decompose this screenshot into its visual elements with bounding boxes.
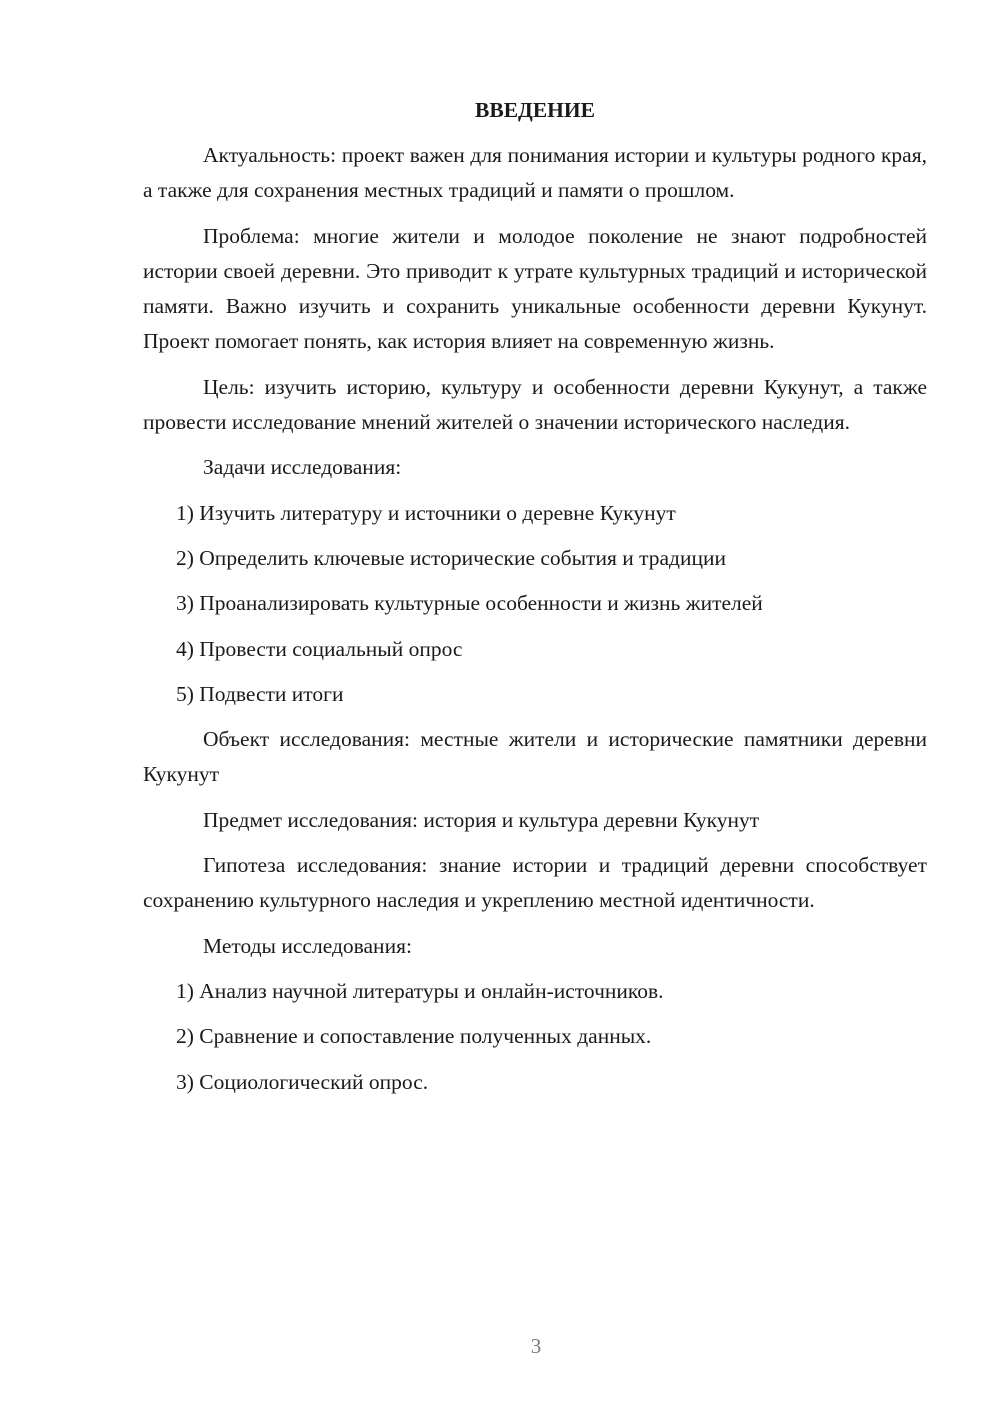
page-title: ВВЕДЕНИЕ	[475, 98, 595, 122]
methods-heading: Методы исследования:	[203, 933, 412, 958]
relevance-paragraph: Актуальность: проект важен для понимания истории и культуры родного края, а также для сохранения местных традиций и памяти о прошлом.	[143, 143, 927, 203]
problem-paragraph: Проблема: многие жители и молодое поколение не знают подробностей истории своей деревни. Это приводит к утрате культурных традиций и исторической памяти. Важно изучить и сохранить уникальные особенности деревни Кукунут. Проект помогает понять, как история влияет на современную жизнь.	[143, 223, 927, 354]
list-item: 2) Определить ключевые исторические события и традиции	[176, 545, 727, 570]
list-item: 4) Провести социальный опрос	[176, 636, 463, 661]
goal-paragraph: Цель: изучить историю, культуру и особенности деревни Кукунут, а также провести исследование мнений жителей о значении исторического наследия.	[143, 374, 927, 435]
tasks-heading: Задачи исследования:	[203, 455, 402, 480]
list-item: 1) Изучить литературу и источники о деревне Кукунут	[176, 500, 676, 525]
list-item: 3) Проанализировать культурные особенности и жизнь жителей	[176, 591, 763, 616]
list-item: 3) Социологический опрос.	[176, 1069, 429, 1094]
tasks-list	[143, 496, 927, 712]
document-page	[143, 92, 927, 1110]
object-paragraph: Объект исследования: местные жители и исторические памятники деревни Кукунут	[143, 727, 927, 787]
subject-paragraph: Предмет исследования: история и культура деревни Кукунут	[203, 807, 760, 832]
list-item: 2) Сравнение и сопоставление полученных данных.	[176, 1024, 652, 1049]
methods-list	[143, 974, 927, 1100]
list-item: 5) Подвести итоги	[176, 681, 344, 706]
hypothesis-paragraph: Гипотеза исследования: знание истории и традиций деревни способствует сохранению культурного наследия и укреплению местной идентичности.	[143, 853, 927, 913]
list-item: 1) Анализ научной литературы и онлайн-источников.	[176, 978, 664, 1003]
page-number: 3	[530, 1334, 542, 1358]
